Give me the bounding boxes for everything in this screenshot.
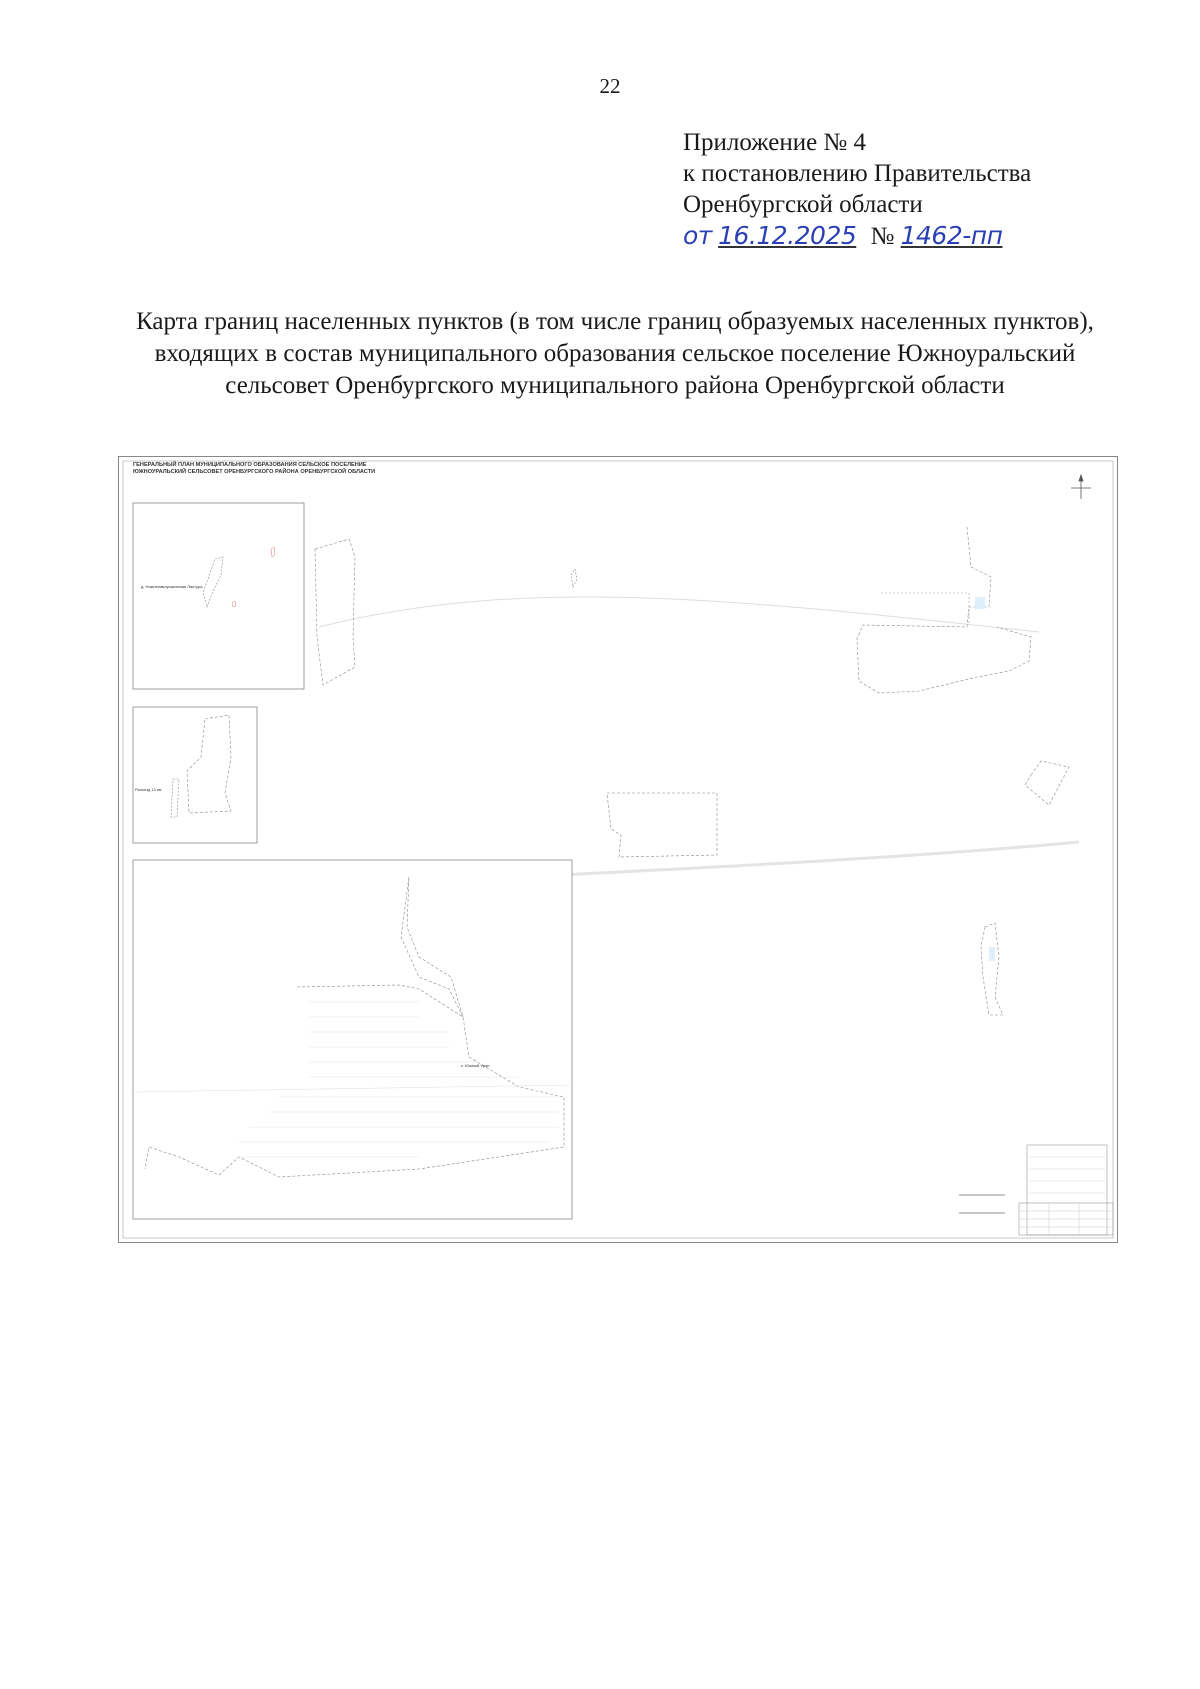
number-label: № xyxy=(870,223,895,250)
inset2-settlement-label: Разъезд 13 км xyxy=(135,787,162,792)
map-image xyxy=(118,456,1118,1243)
from-label: от xyxy=(683,221,712,250)
handwritten-date: 16.12.2025 xyxy=(718,221,857,250)
map-drawing xyxy=(119,457,1117,1242)
appendix-line-1: Приложение № 4 xyxy=(683,129,867,156)
north-arrow-icon xyxy=(1071,475,1091,499)
handwritten-number: 1462-пп xyxy=(900,221,1003,250)
inset1-settlement-label: д. Нижнепавлушкинская Ластура xyxy=(141,584,203,589)
page-number: 22 xyxy=(599,74,621,98)
appendix-block xyxy=(683,127,1031,252)
appendix-line-2: к постановлению Правительства xyxy=(683,160,1032,187)
document-title: Карта границ населенных пунктов (в том числе границ образуемых населенных пунктов), входящих в состав муниципального образования сельское поселение Южноуральский сельсовет Оренбургского муниципального района Оренбургской области xyxy=(136,308,1094,399)
map-header-line-1: ГЕНЕРАЛЬНЫЙ ПЛАН МУНИЦИПАЛЬНОГО ОБРАЗОВАНИЯ СЕЛЬСКОЕ ПОСЕЛЕНИЕ xyxy=(133,462,367,468)
map-header-line-2: ЮЖНОУРАЛЬСКИЙ СЕЛЬСОВЕТ ОРЕНБУРГСКОГО РАЙОНА ОРЕНБУРГСКОЙ ОБЛАСТИ xyxy=(133,469,376,475)
inset3-settlement-label: с. Южный Урал xyxy=(461,1063,490,1068)
appendix-line-3: Оренбургской области xyxy=(683,191,923,218)
appendix-date-line xyxy=(683,220,1031,252)
